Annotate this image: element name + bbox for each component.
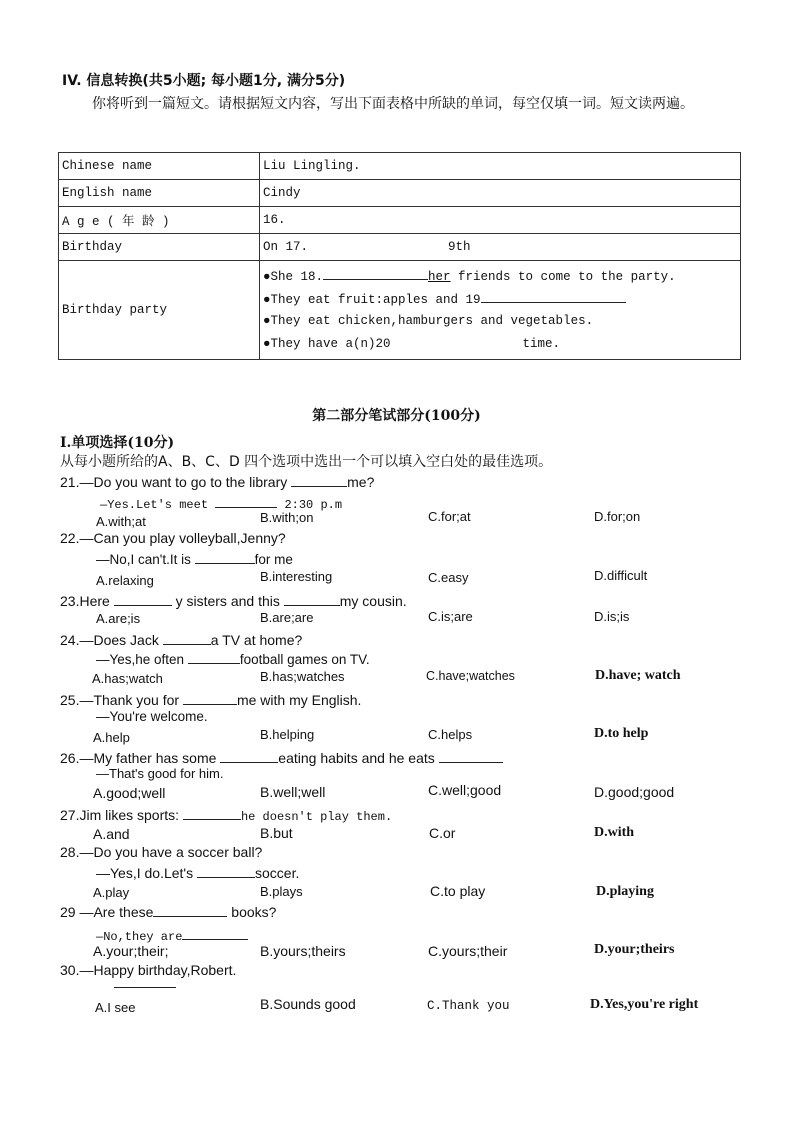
- info-table: [58, 152, 741, 360]
- option-a[interactable]: A.are;is: [96, 611, 141, 626]
- row-value: Cindy: [260, 180, 741, 207]
- question-29-reply: —No,they are: [96, 925, 248, 944]
- table-row: [59, 234, 741, 261]
- question-23: 23.Here y sisters and this my cousin.: [60, 593, 407, 609]
- answer-blank[interactable]: [195, 549, 255, 564]
- question-27: 27.Jim likes sports: he doesn't play them.: [60, 807, 393, 824]
- answer-blank[interactable]: [188, 649, 240, 664]
- option-d[interactable]: D.playing: [596, 884, 654, 899]
- option-a[interactable]: A.I see: [95, 1000, 136, 1015]
- bullet-icon: ●: [263, 336, 271, 351]
- question-24-reply: —Yes,he often football games on TV.: [96, 649, 370, 667]
- table-row: [59, 153, 741, 180]
- question-28: 28.—Do you have a soccer ball?: [60, 844, 263, 860]
- section-title: IV. 信息转换(共5小题; 每小题1分, 满分5分): [62, 73, 346, 89]
- answer-blank[interactable]: [183, 805, 241, 820]
- answer-blank[interactable]: [291, 472, 347, 487]
- option-c[interactable]: C.or: [429, 825, 456, 841]
- bullet-icon: ●: [263, 292, 271, 307]
- option-a[interactable]: A.your;their;: [93, 943, 169, 959]
- list-item: ●They eat fruit:apples and 19: [263, 288, 737, 311]
- option-b[interactable]: B.well;well: [260, 784, 326, 800]
- row-value: Liu Lingling.: [260, 153, 741, 180]
- option-c[interactable]: C.helps: [428, 727, 473, 742]
- list-item: ●They have a(n)20 time.: [263, 336, 561, 351]
- birthday-value-b: 9th: [448, 240, 471, 254]
- question-21-reply: —Yes.Let's meet 2:30 p.m: [100, 493, 342, 512]
- section-instruction: 从每小题所给的A、B、C、D 四个选项中选出一个可以填入空白处的最佳选项。: [60, 454, 553, 470]
- option-b[interactable]: B.are;are: [260, 610, 314, 625]
- answer-blank[interactable]: [153, 902, 227, 917]
- row-label: English name: [59, 180, 260, 207]
- option-d[interactable]: D.Yes,you're right: [590, 997, 699, 1012]
- row-value: 16.: [260, 207, 741, 234]
- answer-blank[interactable]: [439, 748, 503, 763]
- party-details: [260, 261, 741, 360]
- option-a[interactable]: A.with;at: [96, 514, 146, 529]
- option-d[interactable]: D.for;on: [594, 509, 641, 524]
- answer-blank[interactable]: [323, 265, 428, 280]
- bullet-icon: ●: [263, 314, 271, 328]
- answer-blank[interactable]: [220, 748, 278, 763]
- answer-blank[interactable]: [284, 591, 340, 606]
- option-b[interactable]: B.but: [260, 825, 293, 841]
- option-a[interactable]: A.relaxing: [96, 573, 154, 588]
- option-b[interactable]: B.Sounds good: [260, 996, 356, 1012]
- bullet-icon: ●: [263, 270, 271, 284]
- option-c[interactable]: C.to play: [430, 883, 486, 899]
- list-item: ●She 18. her friends to come to the party.: [263, 265, 737, 288]
- option-d[interactable]: D.is;is: [594, 609, 630, 624]
- question-21: 21.—Do you want to go to the library me?: [60, 474, 375, 490]
- option-b[interactable]: B.yours;theirs: [260, 943, 346, 959]
- question-29: 29 —Are these books?: [60, 904, 277, 920]
- row-label: Birthday party: [59, 261, 260, 360]
- row-value: [260, 234, 741, 261]
- option-a[interactable]: A.and: [93, 826, 130, 842]
- option-d[interactable]: D.have; watch: [595, 668, 681, 683]
- option-d[interactable]: D.to help: [594, 726, 649, 741]
- option-a[interactable]: A.good;well: [93, 785, 166, 801]
- option-d[interactable]: D.difficult: [594, 568, 648, 583]
- option-c[interactable]: C.yours;their: [428, 943, 508, 959]
- option-b[interactable]: B.interesting: [260, 569, 333, 584]
- option-a[interactable]: A.play: [93, 885, 130, 900]
- part-title: 第二部分笔试部分(100分): [312, 408, 481, 424]
- answer-blank[interactable]: [183, 690, 237, 705]
- birthday-value-a: On 17.: [263, 240, 309, 254]
- answer-blank[interactable]: [163, 630, 211, 645]
- answer-blank[interactable]: [182, 925, 248, 940]
- option-a[interactable]: A.has;watch: [92, 671, 163, 686]
- question-26: 26.—My father has some eating habits and he eats: [60, 748, 503, 766]
- question-25-reply: —You're welcome.: [96, 709, 208, 724]
- option-c[interactable]: C.have;watches: [426, 669, 515, 683]
- option-d[interactable]: D.your;theirs: [594, 942, 675, 957]
- row-label: Birthday: [59, 234, 260, 261]
- question-28-reply: —Yes,I do.Let's soccer.: [96, 865, 300, 881]
- option-d[interactable]: D.with: [594, 825, 635, 840]
- option-c[interactable]: C.well;good: [428, 782, 502, 798]
- option-c[interactable]: C.for;at: [428, 509, 471, 524]
- table-row: [59, 261, 741, 360]
- answer-blank[interactable]: [114, 987, 176, 988]
- question-22-reply: —No,I can't.It is for me: [96, 549, 293, 567]
- table-row: [59, 207, 741, 234]
- answer-blank[interactable]: [481, 288, 626, 303]
- option-c[interactable]: C.Thank you: [427, 999, 510, 1013]
- section-instruction: 你将听到一篇短文。请根据短文内容，写出下面表格中所缺的单词，每空仅填一词。短文读两遍。: [92, 96, 694, 112]
- answer-blank[interactable]: [215, 493, 277, 508]
- section-title: I.单项选择(10分): [60, 435, 175, 451]
- question-26-reply: —That's good for him.: [96, 766, 224, 781]
- answer-blank[interactable]: [114, 591, 172, 606]
- row-label: Chinese name: [59, 153, 260, 180]
- question-30: 30.—Happy birthday,Robert.: [60, 962, 237, 978]
- list-item: ●They eat chicken,hamburgers and vegetables.: [263, 314, 594, 328]
- option-b[interactable]: B.with;on: [260, 510, 314, 525]
- option-d[interactable]: D.good;good: [594, 784, 675, 800]
- option-a[interactable]: A.help: [93, 730, 130, 745]
- option-b[interactable]: B.plays: [260, 884, 303, 899]
- row-label: A g e ( 年 龄 ): [59, 207, 260, 234]
- option-b[interactable]: B.helping: [260, 727, 315, 742]
- answer-blank[interactable]: [197, 863, 255, 878]
- option-c[interactable]: C.is;are: [428, 609, 473, 624]
- question-22: 22.—Can you play volleyball,Jenny?: [60, 530, 286, 546]
- question-25: 25.—Thank you for me with my English.: [60, 692, 362, 708]
- table-row: [59, 180, 741, 207]
- option-c[interactable]: C.easy: [428, 570, 469, 585]
- question-24: 24.—Does Jack a TV at home?: [60, 632, 303, 648]
- option-b[interactable]: B.has;watches: [260, 669, 345, 684]
